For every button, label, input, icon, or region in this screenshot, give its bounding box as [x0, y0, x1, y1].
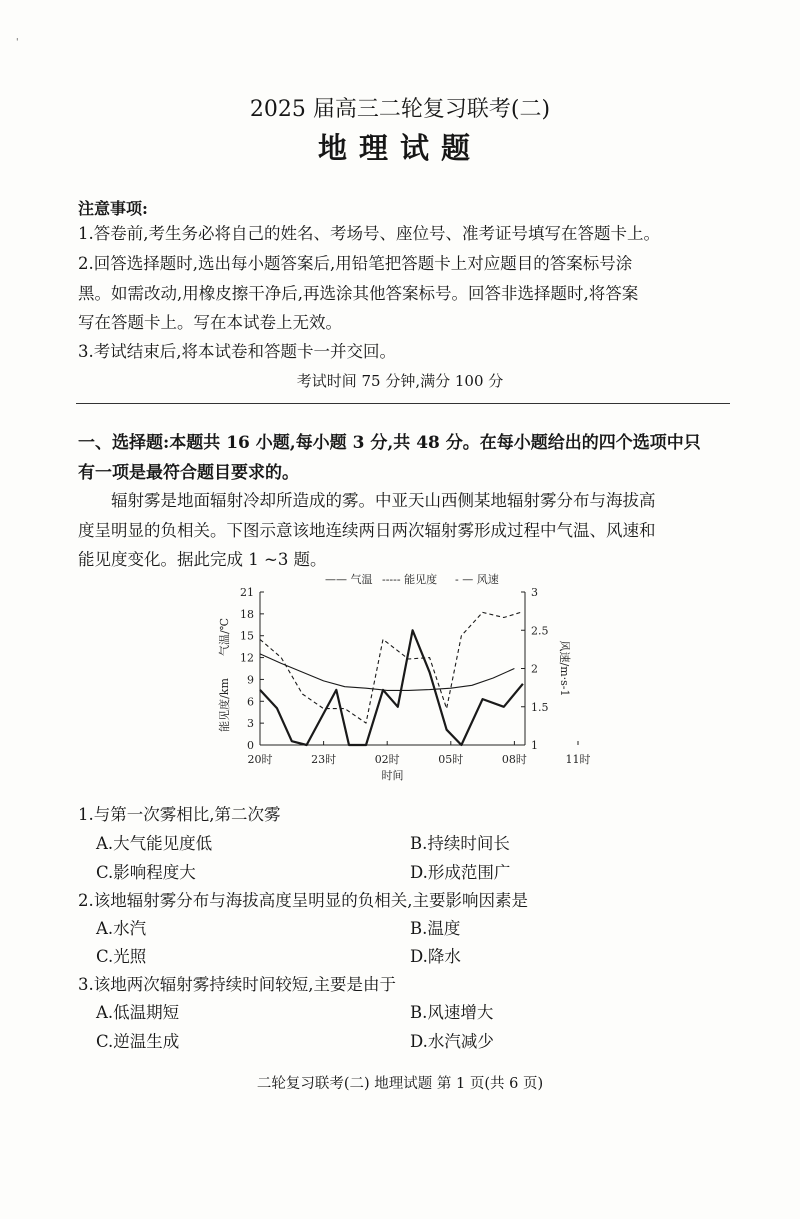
- time-info: 考试时间 75 分钟,满分 100 分: [296, 372, 504, 390]
- notice-line: 写在答题卡上。写在本试卷上无效。: [78, 313, 342, 332]
- chart-series: [260, 612, 523, 745]
- left-tick-label: 18: [240, 607, 254, 621]
- q1-option-c[interactable]: C.影响程度大: [96, 863, 196, 882]
- right-tick-label: 2.5: [531, 624, 549, 638]
- series-line-wind-speed: [260, 630, 523, 745]
- right-tick-label: 1: [531, 739, 538, 752]
- q3-option-b[interactable]: B.风速增大: [410, 1003, 494, 1022]
- page-footer: 二轮复习联考(二) 地理试题 第 1 页(共 6 页): [256, 1076, 544, 1092]
- q2-option-a[interactable]: A.水汽: [96, 919, 147, 938]
- left-tick-label: 21: [240, 586, 254, 599]
- section-heading: 一、选择题:本题共 16 小题,每小题 3 分,共 48 分。在每小题给出的四个选项中只: [78, 433, 701, 453]
- right-tick-label: 3: [531, 586, 538, 599]
- notice-heading: 注意事项:: [78, 199, 148, 218]
- x-tick-label: 23时: [311, 753, 337, 766]
- x-tick-label: 05时: [438, 753, 464, 766]
- left-tick-label: 6: [247, 695, 254, 709]
- right-tick-label: 2: [531, 662, 538, 676]
- x-axis-label: 时间: [381, 769, 404, 782]
- legend-entry: - — 风速: [455, 573, 499, 586]
- weather-chart: [210, 572, 590, 797]
- x-tick-label: 02时: [374, 753, 400, 766]
- question-2: 2.该地辐射雾分布与海拔高度呈明显的负相关,主要影响因素是: [78, 891, 528, 910]
- question-1: 1.与第一次雾相比,第二次雾: [78, 805, 281, 824]
- notice-line: 2.回答选择题时,选出每小题答案后,用铅笔把答题卡上对应题目的答案标号涂: [78, 254, 633, 273]
- passage-line: 能见度变化。据此完成 1 ~3 题。: [78, 550, 327, 569]
- divider: [76, 403, 730, 404]
- notice-line: 3.考试结束后,将本试卷和答题卡一并交回。: [78, 342, 396, 361]
- q3-option-c[interactable]: C.逆温生成: [96, 1032, 180, 1051]
- q3-option-a[interactable]: A.低温期短: [96, 1003, 180, 1022]
- series-line-temperature: [260, 654, 514, 691]
- left-axis-label-temp: 气温/℃: [218, 617, 231, 657]
- left-tick-label: 3: [247, 717, 254, 731]
- question-3: 3.该地两次辐射雾持续时间较短,主要是由于: [78, 975, 396, 994]
- x-tick-label: 08时: [501, 753, 527, 766]
- notice-line: 黑。如需改动,用橡皮擦干净后,再选涂其他答案标号。回答非选择题时,将答案: [78, 284, 639, 303]
- q2-option-d[interactable]: D.降水: [410, 947, 461, 966]
- series-line-visibility: [260, 612, 523, 723]
- q1-option-d[interactable]: D.形成范围广: [410, 863, 511, 882]
- left-tick-label: 12: [240, 651, 254, 665]
- x-tick-label: 20时: [247, 753, 273, 766]
- legend-entry: —— 气温: [325, 573, 373, 586]
- left-tick-label: 0: [247, 739, 254, 752]
- subject-title: 地理试题: [317, 131, 482, 165]
- chart-axes: [217, 586, 590, 782]
- chart-legend: [325, 572, 499, 586]
- x-tick-label: 11时: [565, 753, 590, 766]
- q1-option-a[interactable]: A.大气能见度低: [96, 834, 213, 853]
- left-tick-label: 15: [240, 629, 254, 643]
- left-tick-label: 9: [247, 673, 254, 687]
- passage-line: 度呈明显的负相关。下图示意该地连续两日两次辐射雾形成过程中气温、风速和: [78, 521, 656, 540]
- q3-option-d[interactable]: D.水汽减少: [410, 1032, 494, 1051]
- right-tick-label: 1.5: [531, 700, 549, 714]
- passage-line: 辐射雾是地面辐射冷却所造成的雾。中亚天山西侧某地辐射雾分布与海拔高: [111, 491, 656, 510]
- exam-title: 2025 届高三二轮复习联考(二): [249, 97, 551, 122]
- right-axis-label: 风速/m·s-1: [558, 640, 571, 697]
- legend-entry: ----- 能见度: [382, 573, 438, 586]
- q1-option-b[interactable]: B.持续时间长: [410, 834, 510, 853]
- notice-line: 1.答卷前,考生务必将自己的姓名、考场号、座位号、准考证号填写在答题卡上。: [78, 224, 660, 243]
- q2-option-c[interactable]: C.光照: [96, 947, 147, 966]
- q2-option-b[interactable]: B.温度: [410, 919, 461, 938]
- left-axis-label-visibility: 能见度/km: [218, 678, 231, 732]
- section-heading-cont: 有一项是最符合题目要求的。: [78, 463, 299, 483]
- scan-mark: ': [16, 38, 19, 48]
